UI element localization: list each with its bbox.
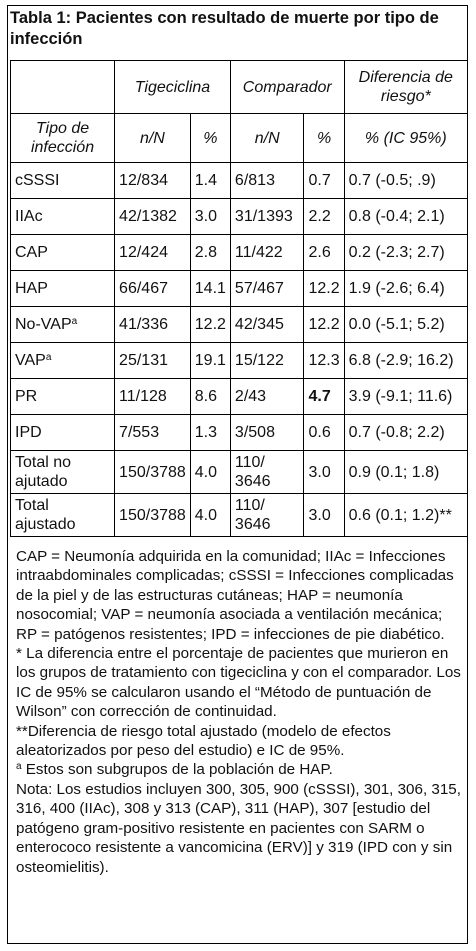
table-row [11, 271, 468, 307]
cell-diff: 0.6 (0.1; 1.2)** [344, 494, 467, 537]
double-asterisk-note: **Diferencia de riesgo total ajustado (modelo de efectos aleatorizados por peso del estudio) e IC de 95%. [16, 722, 391, 760]
cell-tig-nn: 42/1382 [115, 199, 191, 235]
footnotes [16, 547, 462, 877]
cell-comp-pct: 12.3 [304, 343, 344, 379]
cell-comp-nn: 110/ 3646 [230, 494, 304, 537]
cell-diff: 1.9 (-2.6; 6.4) [344, 271, 467, 307]
cell-tipo [11, 307, 115, 343]
table-row [11, 451, 468, 494]
cell-comp-nn: 31/1393 [230, 199, 304, 235]
cell-tipo-label: No-VAP [15, 316, 72, 333]
cell-diff: 3.9 (-9.1; 11.6) [344, 379, 467, 415]
cell-diff: 0.7 (-0.5; .9) [344, 163, 467, 199]
cell-tig-nn: 41/336 [115, 307, 191, 343]
cell-tig-pct: 19.1 [190, 343, 230, 379]
cell-comp-nn: 3/508 [230, 415, 304, 451]
cell-tig-nn: 150/3788 [115, 494, 191, 537]
header-tigeciclina: Tigeciclina [115, 61, 231, 114]
table-row [11, 235, 468, 271]
cell-diff: 0.8 (-0.4; 2.1) [344, 199, 467, 235]
cell-comp-nn: 11/422 [230, 235, 304, 271]
cell-tig-pct: 1.4 [190, 163, 230, 199]
cell-tig-nn: 11/128 [115, 379, 191, 415]
cell-tipo: cSSSI [11, 163, 115, 199]
cell-diff: 0.9 (0.1; 1.8) [344, 451, 467, 494]
header-comparador: Comparador [230, 61, 344, 114]
footnote-marker-a: a [71, 316, 78, 327]
subgroup-note [16, 760, 462, 779]
cell-tipo: HAP [11, 271, 115, 307]
cell-tipo: Total no ajutado [11, 451, 115, 494]
mortality-table [10, 60, 468, 537]
cell-comp-nn: 42/345 [230, 307, 304, 343]
header-ic: % (IC 95%) [344, 114, 467, 163]
table-row [11, 163, 468, 199]
cell-tig-nn: 66/467 [115, 271, 191, 307]
cell-tig-pct: 12.2 [190, 307, 230, 343]
cell-tig-nn: 25/131 [115, 343, 191, 379]
header-diferencia: Diferencia de riesgo* [344, 61, 467, 114]
header-tig-nn: n/N [115, 114, 191, 163]
cell-tipo: IIAc [11, 199, 115, 235]
cell-tig-nn: 12/834 [115, 163, 191, 199]
cell-comp-pct: 4.7 [304, 379, 344, 415]
cell-comp-nn: 15/122 [230, 343, 304, 379]
cell-comp-pct: 2.6 [304, 235, 344, 271]
cell-tipo: Total ajustado [11, 494, 115, 537]
table-row [11, 415, 468, 451]
cell-tig-nn: 12/424 [115, 235, 191, 271]
cell-comp-pct: 0.7 [304, 163, 344, 199]
table-row [11, 343, 468, 379]
cell-comp-nn: 110/ 3646 [230, 451, 304, 494]
abbreviations-note: CAP = Neumonía adquirida en la comunidad; IIAc = Infecciones intraabdominales complicadas; cSSSI = Infecciones complicadas de la piel y de las estructuras cutáneas; HAP = neumonía nosocomial; VAP = neumonía asociada a ventilación mecánica; RP = patógenos resistentes; IPD = infecciones de pie diabético. [16, 548, 454, 643]
cell-tig-pct: 2.8 [190, 235, 230, 271]
header-comp-pct: % [304, 114, 344, 163]
table-row [11, 494, 468, 537]
cell-comp-nn: 57/467 [230, 271, 304, 307]
footnote-marker-a: a [16, 761, 22, 773]
cell-comp-pct: 0.6 [304, 415, 344, 451]
cell-tipo [11, 343, 115, 379]
header-comp-nn: n/N [230, 114, 304, 163]
cell-diff: 0.7 (-0.8; 2.2) [344, 415, 467, 451]
cell-tig-pct: 4.0 [190, 494, 230, 537]
studies-note: Nota: Los estudios incluyen 300, 305, 900 (cSSSI), 301, 306, 315, 316, 400 (IIAc), 308 y 313 (CAP), 311 (HAP), 307 [estudio del patógeno gram-positivo resistente en pacientes con SARM o enterococo resistente a vancomicina (ERV)] y 319 (IPD con y sin osteomielitis). [16, 780, 461, 876]
header-row-sub [11, 114, 468, 163]
cell-comp-pct: 12.2 [304, 307, 344, 343]
table-row [11, 199, 468, 235]
subgroup-note-text: Estos son subgrupos de la población de HAP. [21, 761, 333, 779]
cell-comp-pct: 12.2 [304, 271, 344, 307]
header-tig-pct: % [190, 114, 230, 163]
cell-tipo: IPD [11, 415, 115, 451]
table-row [11, 379, 468, 415]
table-row [11, 307, 468, 343]
cell-diff: 0.2 (-2.3; 2.7) [344, 235, 467, 271]
header-row-groups [11, 61, 468, 114]
header-tipo: Tipo de infección [11, 114, 115, 163]
cell-comp-pct: 2.2 [304, 199, 344, 235]
asterisk-note: * La diferencia entre el porcentaje de pacientes que murieron en los grupos de tratamiento con tigeciclina y con el comparador. Los IC de 95% se calcularon usando el “Método de puntuación de Wilson” con corrección de continuidad. [16, 645, 461, 721]
cell-tig-nn: 150/3788 [115, 451, 191, 494]
cell-tipo: CAP [11, 235, 115, 271]
header-empty-cell [11, 61, 115, 114]
cell-comp-nn: 6/813 [230, 163, 304, 199]
cell-comp-pct: 3.0 [304, 494, 344, 537]
cell-comp-pct: 3.0 [304, 451, 344, 494]
cell-diff: 0.0 (-5.1; 5.2) [344, 307, 467, 343]
cell-tig-pct: 3.0 [190, 199, 230, 235]
cell-tig-pct: 1.3 [190, 415, 230, 451]
cell-tig-pct: 14.1 [190, 271, 230, 307]
cell-tig-pct: 4.0 [190, 451, 230, 494]
cell-tipo: PR [11, 379, 115, 415]
cell-comp-nn: 2/43 [230, 379, 304, 415]
cell-tig-pct: 8.6 [190, 379, 230, 415]
footnote-marker-a: a [45, 352, 52, 363]
table-title: Tabla 1: Pacientes con resultado de muerte por tipo de infección [10, 9, 439, 48]
cell-tig-nn: 7/553 [115, 415, 191, 451]
cell-diff: 6.8 (-2.9; 16.2) [344, 343, 467, 379]
cell-tipo-label: VAP [15, 352, 46, 369]
